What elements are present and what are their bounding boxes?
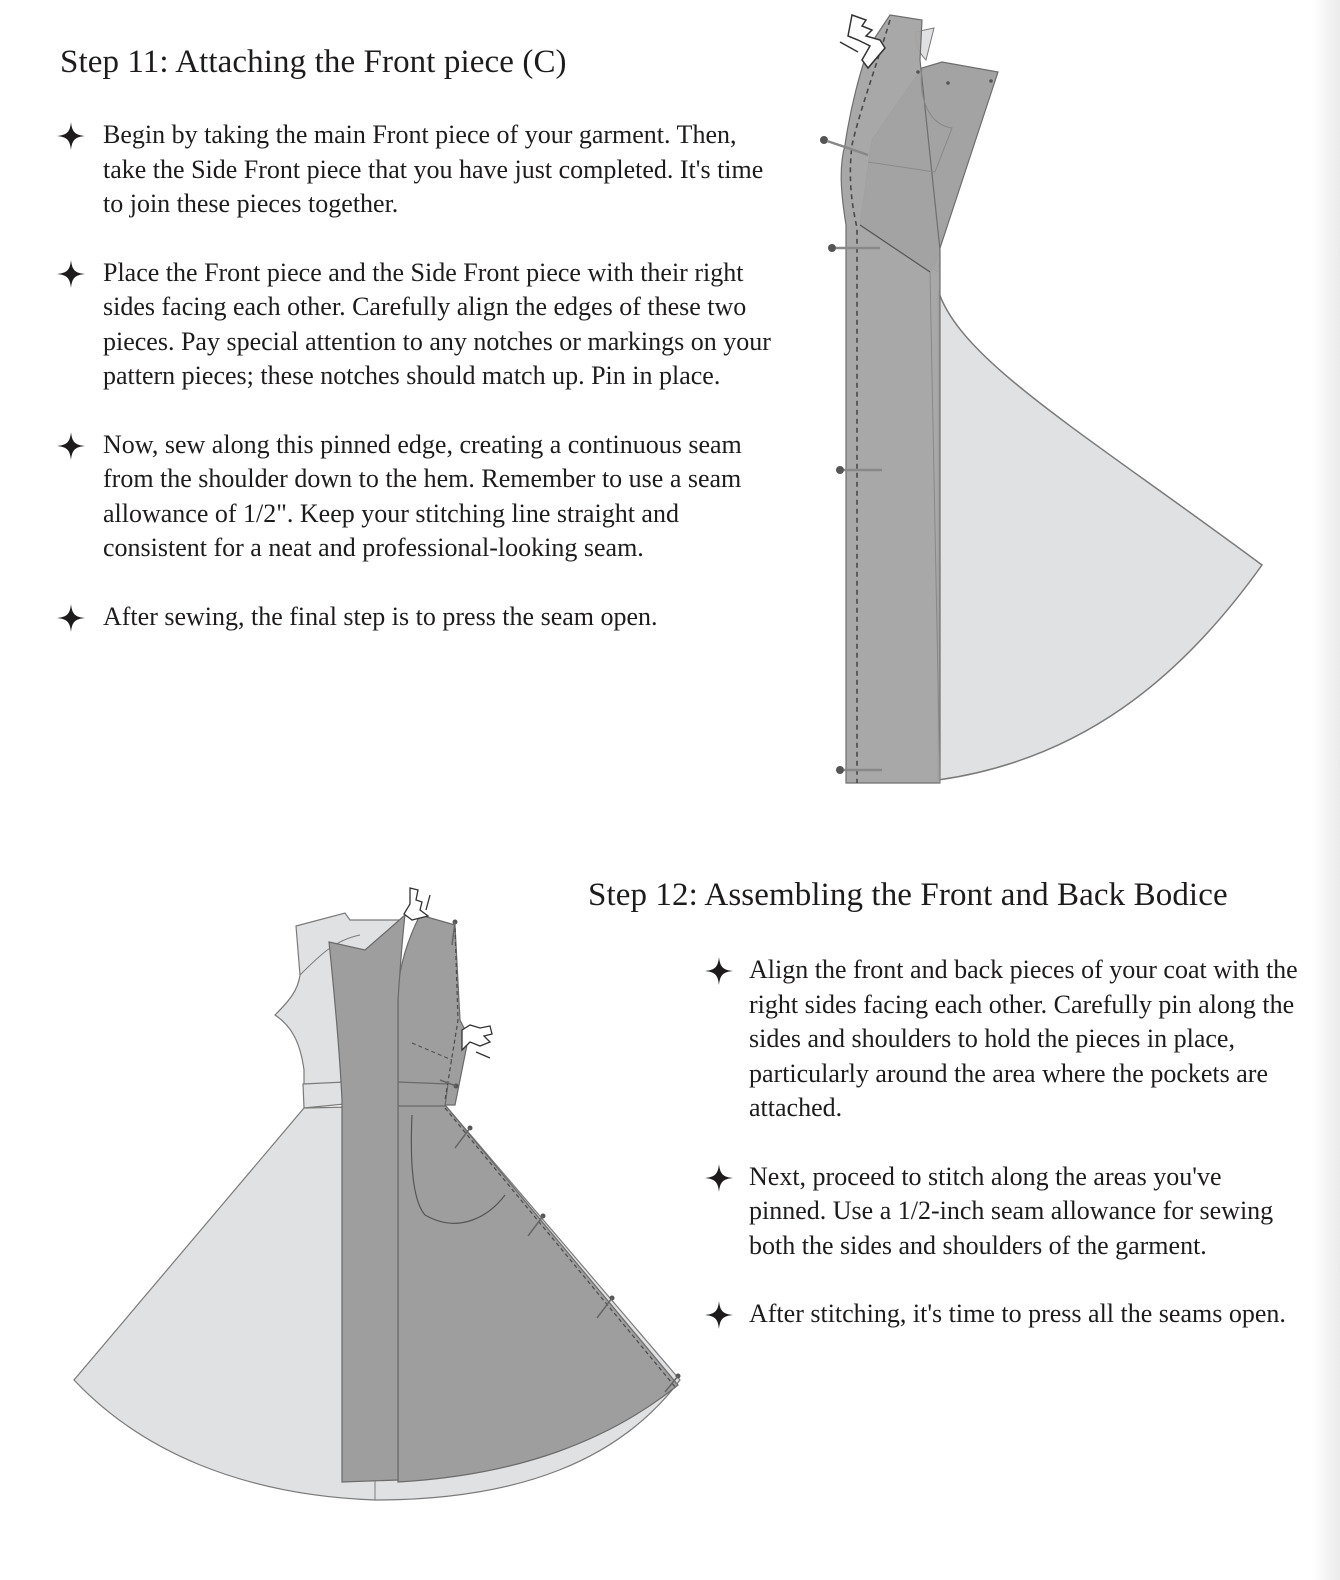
four-point-star-icon: [704, 1163, 734, 1193]
instruction-text: Place the Front piece and the Side Front piece with their right sides facing each other. Carefully align the edges of these two pieces. Pay special attention to any notches or markings on your pattern pieces; these notches should match up. Pin in place.: [103, 257, 771, 390]
page-edge-shadow: [1312, 0, 1340, 1580]
four-point-star-icon: [56, 603, 86, 633]
side-front-skirt-piece: [938, 290, 1262, 780]
step-12-illustration: [60, 880, 700, 1520]
instruction-item: [704, 953, 1304, 1126]
presser-foot-icon: [462, 1025, 492, 1058]
instruction-item: [56, 256, 776, 394]
back-waistband: [303, 1082, 345, 1108]
step-11-title: Step 11: Attaching the Front piece (C): [60, 44, 567, 80]
instruction-text: After stitching, it's time to press all the seams open.: [749, 1299, 1286, 1328]
four-point-star-icon: [56, 259, 86, 289]
four-point-star-icon: [704, 1300, 734, 1330]
presser-foot-icon: [404, 888, 430, 920]
four-point-star-icon: [56, 121, 86, 151]
instruction-item: [56, 428, 776, 566]
four-point-star-icon: [704, 956, 734, 986]
instruction-text: Now, sew along this pinned edge, creating a continuous seam from the shoulder down to the hem. Remember to use a seam allowance of 1/2". Keep your stitching line straight and consistent for a neat and professional-looking seam.: [103, 429, 742, 562]
instruction-text: After sewing, the final step is to press the seam open.: [103, 601, 658, 631]
step-12-instructions: [704, 953, 1304, 1366]
step-11-instructions: [56, 118, 776, 668]
front-waistband: [398, 1082, 448, 1106]
front-piece: [841, 15, 940, 783]
instruction-item: [56, 118, 776, 222]
step-12-title: Step 12: Assembling the Front and Back Bodice: [588, 877, 1228, 913]
four-point-star-icon: [56, 431, 86, 461]
instruction-item: [704, 1297, 1304, 1332]
instruction-item: [56, 600, 776, 635]
instruction-text: Begin by taking the main Front piece of your garment. Then, take the Side Front piece that you have just completed. It's time to join these pieces together.: [103, 120, 764, 218]
instruction-item: [704, 1160, 1304, 1264]
instruction-text: Next, proceed to stitch along the areas you've pinned. Use a 1/2-inch seam allowance for sewing both the sides and shoulders of the garment.: [749, 1161, 1274, 1260]
step-11-illustration: [800, 0, 1280, 800]
instruction-text: Align the front and back pieces of your coat with the right sides facing each other. Carefully pin along the sides and shoulders to hold the pieces in place, particularly around the area where the pockets are attached.: [749, 955, 1298, 1122]
front-bodice-piece: [398, 915, 468, 1105]
